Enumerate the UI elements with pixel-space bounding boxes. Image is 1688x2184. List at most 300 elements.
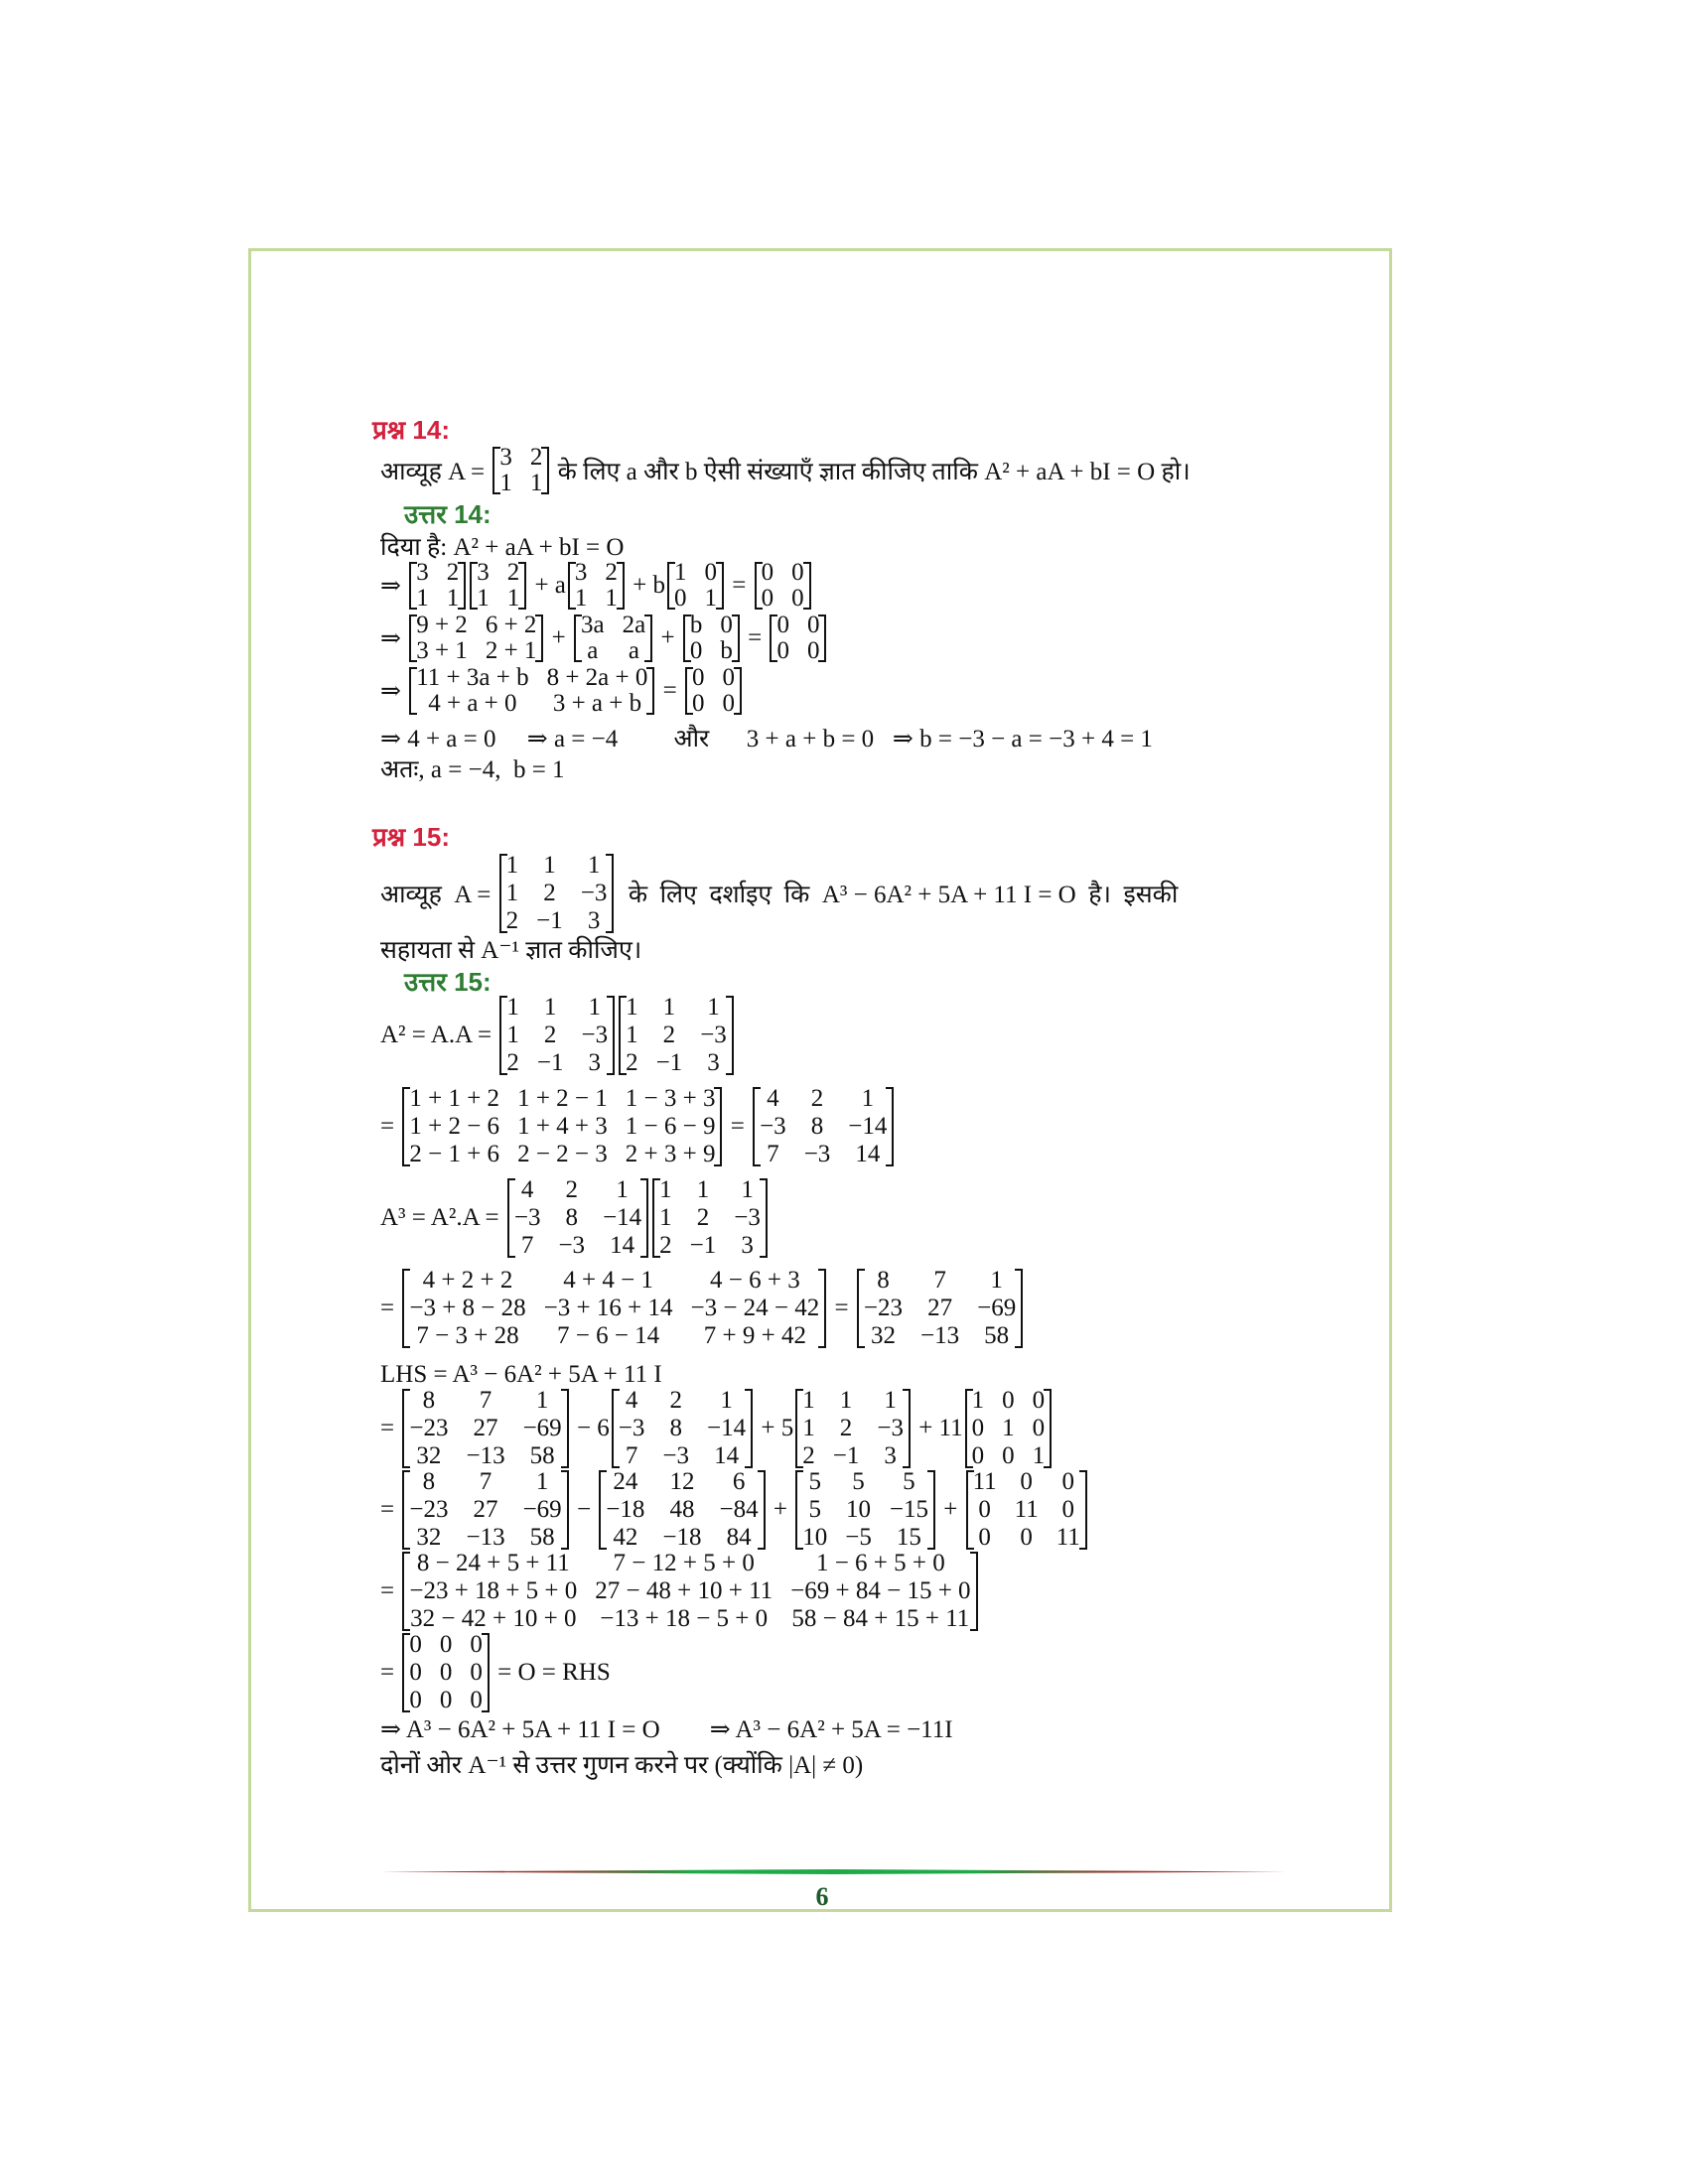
matrix-cell: 1 [505, 880, 519, 906]
matrix-cell: 0 [722, 690, 735, 717]
matrix-cell: −69 [522, 1496, 562, 1523]
matrix-cell: 9 + 2 [416, 612, 468, 638]
matrix-cell: 3 [574, 559, 588, 586]
matrix-cell: 3 [707, 1049, 720, 1076]
matrix-cell: −3 [662, 1442, 690, 1469]
math-text: + [654, 624, 681, 651]
matrix [402, 1387, 568, 1470]
matrix-cell: 1 [529, 470, 543, 496]
matrix-cell: 27 [927, 1295, 953, 1321]
matrix-cell: 0 [1002, 1442, 1015, 1469]
matrix-cell: −3 [803, 1141, 831, 1167]
matrix-cell: 0 [1032, 1387, 1046, 1414]
matrix-cell: 32 [870, 1322, 896, 1349]
math-text: + [767, 1496, 794, 1523]
matrix-cell: 2 [626, 1049, 638, 1076]
matrix-cell: 0 [776, 637, 789, 664]
matrix-cell: 58 − 84 + 15 + 11 [791, 1605, 970, 1632]
matrix [574, 613, 652, 664]
matrix-cell: 42 [613, 1524, 638, 1551]
matrix [499, 994, 615, 1077]
math-text: ⇒ 4 + a = 0 ⇒ a = −4 और 3 + a + b = 0 ⇒ b = −3 − a = −3 + 4 = 1 [380, 726, 1153, 752]
matrix-cell: 3 + a + b [552, 690, 642, 717]
math-text: = [380, 1659, 401, 1686]
matrix-cell: 2 [839, 1415, 853, 1441]
matrix-cell: 7 − 3 + 28 [416, 1322, 519, 1349]
matrix-cell: −13 + 18 − 5 + 0 [600, 1605, 769, 1632]
matrix-cell: 0 [791, 585, 804, 612]
matrix [409, 613, 543, 664]
matrix-cell: 1 [659, 1204, 672, 1231]
matrix-cell: 0 [1032, 1415, 1046, 1441]
matrix [795, 1387, 911, 1470]
matrix-cell: 1 [884, 1387, 897, 1414]
matrix-cell: −3 + 8 − 28 [409, 1295, 526, 1321]
matrix-cell: 1 [1002, 1415, 1015, 1441]
matrix-cell: 10 [802, 1524, 828, 1551]
matrix-cell: 14 [610, 1232, 635, 1259]
matrix-cell: 2 [810, 1085, 824, 1112]
matrix-cell: 1 [696, 1176, 710, 1203]
matrix-cell: −18 [606, 1496, 645, 1523]
math-text: ⇒ [380, 573, 408, 600]
matrix-cell: −69 [522, 1415, 562, 1441]
matrix-cell: 4 [520, 1176, 534, 1203]
matrix-cell: 1 [1032, 1442, 1046, 1469]
matrix-cell: −3 [760, 1113, 786, 1140]
matrix-cell: 4 + 4 − 1 [563, 1267, 653, 1294]
matrix-cell: 2 [565, 1176, 578, 1203]
matrix-cell: −3 [877, 1415, 904, 1441]
math-text: = [380, 1415, 401, 1441]
matrix-cell: a [628, 637, 639, 664]
matrix-cell: −1 [536, 1049, 564, 1076]
matrix-cell: 0 [704, 559, 718, 586]
matrix-cell: 0 [691, 690, 705, 717]
matrix-cell: 3 [741, 1232, 754, 1259]
math-text: के लिए दर्शाइए कि A³ − 6A² + 5A + 11 I = O है। इसकी [616, 882, 1179, 908]
matrix-cell: 0 [761, 585, 774, 612]
solution-line [380, 1361, 662, 1389]
matrix-cell: −18 [662, 1524, 702, 1551]
math-text: सहायता से A⁻¹ ज्ञात कीजिए। [380, 937, 642, 964]
matrix-cell: a [587, 637, 599, 664]
matrix-cell: 11 + 3a + b [416, 664, 529, 691]
matrix-cell: −3 − 24 − 42 [690, 1295, 820, 1321]
math-text: ⇒ A³ − 6A² + 5A + 11 I = O ⇒ A³ − 6A² + 5A = −11I [380, 1716, 953, 1743]
matrix-cell: −3 + 16 + 14 [543, 1295, 673, 1321]
matrix-cell: 3 [477, 559, 490, 586]
matrix-cell: 32 − 42 + 10 + 0 [410, 1605, 577, 1632]
matrix-cell: 1 + 1 + 2 [409, 1085, 500, 1112]
matrix-cell: 14 [714, 1442, 740, 1469]
matrix-cell: −13 [920, 1322, 960, 1349]
matrix [402, 1468, 568, 1552]
math-text: = [380, 1577, 401, 1604]
matrix-cell: 0 [978, 1496, 991, 1523]
matrix-cell: 1 [720, 1387, 733, 1414]
matrix-cell: 1 [446, 585, 460, 612]
matrix-cell: 0 [971, 1415, 985, 1441]
math-text: आव्यूह A = [380, 882, 497, 908]
matrix-cell: 1 [588, 994, 602, 1021]
matrix [619, 994, 734, 1077]
matrix-cell: 1 [616, 1176, 629, 1203]
matrix-cell: 0 [1020, 1524, 1033, 1551]
matrix [402, 1550, 977, 1633]
matrix-cell: 84 [726, 1524, 752, 1551]
matrix-cell: 1 [506, 994, 519, 1021]
matrix-cell: 8 [877, 1267, 890, 1294]
matrix-cell: 1 + 4 + 3 [517, 1113, 608, 1140]
matrix [667, 560, 724, 612]
matrix-cell: 4 [625, 1387, 638, 1414]
matrix-cell: 2 − 2 − 3 [517, 1141, 608, 1167]
matrix-cell: 0 [689, 637, 703, 664]
matrix-cell: 1 [543, 994, 557, 1021]
matrix-cell: 1 [506, 585, 520, 612]
question-14-heading [372, 411, 450, 447]
matrix-cell: 1 [990, 1267, 1003, 1294]
solution-line [380, 1631, 611, 1714]
matrix-cell: 0 [470, 1631, 483, 1658]
matrix-cell: 2 [543, 880, 556, 906]
matrix [402, 1631, 490, 1714]
matrix-cell: 7 [625, 1442, 638, 1469]
matrix-cell: 0 [409, 1631, 422, 1658]
matrix [612, 1387, 753, 1470]
matrix-cell: 0 [720, 612, 733, 638]
math-text: = [380, 1113, 401, 1140]
matrix-cell: −13 [466, 1524, 505, 1551]
math-text: = [726, 572, 753, 599]
matrix-cell: 2 [506, 559, 520, 586]
matrix-cell: 1 [707, 994, 720, 1021]
math-text: + 5 [755, 1415, 794, 1441]
matrix [492, 445, 549, 496]
matrix-cell: 7 [479, 1468, 492, 1495]
matrix [795, 1468, 935, 1552]
matrix-cell: 1 [674, 559, 687, 586]
matrix-cell: 2 [659, 1232, 672, 1259]
matrix-cell: 1 − 6 + 5 + 0 [815, 1550, 945, 1576]
matrix-cell: 27 [473, 1415, 498, 1441]
matrix [755, 560, 811, 612]
matrix-cell: 24 [613, 1468, 638, 1495]
matrix [409, 665, 654, 717]
matrix-cell: 58 [529, 1442, 555, 1469]
matrix-cell: −23 [409, 1415, 449, 1441]
matrix-cell: 3 [884, 1442, 897, 1469]
matrix-cell: 0 [978, 1524, 991, 1551]
matrix [857, 1267, 1023, 1350]
matrix-cell: 2 [696, 1204, 710, 1231]
matrix [507, 1176, 648, 1260]
matrix-cell: 7 [520, 1232, 534, 1259]
matrix-cell: 6 [732, 1468, 746, 1495]
matrix-cell: 11 [1014, 1496, 1039, 1523]
math-text: = [656, 677, 683, 704]
matrix-cell: 58 [529, 1524, 555, 1551]
matrix-cell: −3 [513, 1204, 541, 1231]
question-15-text [380, 852, 1178, 935]
math-text: = O = RHS [491, 1659, 611, 1686]
matrix-cell: 3a [581, 612, 605, 638]
math-text: A² = A.A = [380, 1022, 498, 1048]
matrix-cell: 2 [802, 1442, 815, 1469]
matrix-cell: 7 + 9 + 42 [703, 1322, 806, 1349]
math-text: = [380, 1496, 401, 1523]
math-text: दिया है: A² + aA + bI = O [380, 534, 625, 561]
page-number: 6 [815, 1882, 829, 1911]
matrix-cell: 1 [574, 585, 588, 612]
math-text: अतः, a = −4, b = 1 [380, 756, 565, 783]
matrix-cell: 6 + 2 [485, 612, 537, 638]
matrix-cell: 0 [806, 637, 820, 664]
matrix-cell: −3 [580, 880, 608, 906]
matrix-cell: 5 [852, 1468, 865, 1495]
matrix-cell: 8 [810, 1113, 824, 1140]
solution-line [380, 665, 744, 717]
matrix-cell: 32 [416, 1442, 442, 1469]
matrix-cell: −13 [466, 1442, 505, 1469]
matrix-cell: −1 [832, 1442, 860, 1469]
math-text: + a [528, 572, 566, 599]
question-15-text-cont [380, 932, 641, 966]
question-15-heading [372, 818, 450, 854]
matrix-cell: 10 [846, 1496, 872, 1523]
matrix-cell: 32 [416, 1524, 442, 1551]
matrix [568, 560, 625, 612]
matrix-cell: 1 [802, 1415, 815, 1441]
matrix-cell: 7 [933, 1267, 946, 1294]
matrix-cell: 0 [971, 1442, 985, 1469]
math-text: आव्यूह A = [380, 459, 492, 485]
matrix-cell: 0 [439, 1687, 453, 1713]
matrix-cell: 1 + 2 − 1 [517, 1085, 608, 1112]
matrix-cell: 1 [587, 852, 601, 879]
matrix-cell: −23 [409, 1496, 449, 1523]
question-14-text [380, 445, 1191, 496]
matrix-cell: 0 [761, 559, 774, 586]
matrix-cell: 0 [409, 1687, 422, 1713]
solution-line [380, 529, 624, 563]
matrix-cell: 8 [422, 1468, 436, 1495]
matrix-cell: 0 [470, 1687, 483, 1713]
matrix-cell: 1 [741, 1176, 754, 1203]
matrix-cell: −5 [845, 1524, 872, 1551]
matrix-cell: −3 [618, 1415, 645, 1441]
matrix [770, 613, 826, 664]
matrix-cell: −3 [581, 1022, 609, 1048]
matrix-cell: 8 [422, 1387, 436, 1414]
matrix-cell: −1 [536, 907, 563, 934]
matrix-cell: 0 [722, 664, 735, 691]
matrix-cell: 4 + a + 0 [428, 690, 517, 717]
math-text: उत्तर 15: [404, 967, 492, 997]
solution-line [380, 1176, 770, 1260]
matrix-cell: 58 [984, 1322, 1010, 1349]
matrix-cell: 1 [506, 1022, 519, 1048]
matrix-cell: 0 [806, 612, 820, 638]
matrix-cell: 1 − 6 − 9 [625, 1113, 716, 1140]
matrix-cell: 2 [529, 444, 543, 471]
matrix [966, 1468, 1087, 1552]
matrix-cell: 0 [674, 585, 687, 612]
matrix-cell: 4 [767, 1085, 779, 1112]
math-text: ⇒ [380, 678, 408, 705]
matrix-cell: 3 + 1 [416, 637, 468, 664]
solution-line [380, 721, 1153, 754]
math-text: + 11 [912, 1415, 963, 1441]
matrix-cell: 0 [1002, 1387, 1015, 1414]
matrix-cell: 3 [499, 444, 512, 471]
matrix-cell: −3 [700, 1022, 727, 1048]
matrix-cell: 2 [446, 559, 460, 586]
matrix-cell: 2 [506, 1049, 519, 1076]
math-text: दोनों ओर A⁻¹ से उत्तर गुणन करने पर (क्योंकि |A| ≠ 0) [380, 1752, 864, 1779]
matrix-cell: 15 [896, 1524, 921, 1551]
matrix-cell: 1 [839, 1387, 853, 1414]
matrix [470, 560, 526, 612]
math-text: + b [626, 572, 666, 599]
solution-line [380, 994, 736, 1077]
matrix-cell: 1 [861, 1085, 875, 1112]
matrix-cell: 1 [605, 585, 618, 612]
matrix-cell: −14 [848, 1113, 888, 1140]
math-text: के लिए a और b ऐसी संख्याएँ ज्ञात कीजिए ताकि A² + aA + bI = O हो। [551, 459, 1191, 485]
matrix [409, 560, 466, 612]
matrix-cell: 3 [588, 1049, 602, 1076]
matrix-cell: 2a [622, 612, 646, 638]
math-text: = [741, 624, 769, 651]
solution-line [380, 1714, 953, 1744]
matrix-cell: 1 [626, 994, 638, 1021]
matrix-cell: 8 [565, 1204, 578, 1231]
matrix-cell: 1 [499, 470, 512, 496]
matrix-cell: 2 [662, 1022, 676, 1048]
matrix-cell: −23 + 18 + 5 + 0 [409, 1577, 578, 1604]
matrix-cell: 0 [1061, 1496, 1074, 1523]
solution-line [380, 613, 828, 664]
solution-line [380, 1085, 896, 1168]
math-text: − 6 [570, 1415, 610, 1441]
math-text: = [380, 1295, 401, 1321]
math-text: ⇒ [380, 625, 408, 652]
answer-14-heading [404, 495, 492, 531]
matrix-cell: 1 [477, 585, 490, 612]
matrix-cell: 0 [439, 1659, 453, 1686]
math-text: + [545, 624, 573, 651]
matrix-cell: 0 [439, 1631, 453, 1658]
matrix-cell: 1 [416, 585, 429, 612]
math-text: + [936, 1496, 964, 1523]
matrix [685, 665, 742, 717]
solution-line [380, 1468, 1089, 1552]
matrix-cell: 0 [1020, 1468, 1033, 1495]
matrix-cell: −1 [655, 1049, 683, 1076]
matrix [402, 1085, 722, 1168]
matrix-cell: 8 + 2a + 0 [546, 664, 648, 691]
matrix [683, 613, 740, 664]
matrix-cell: 1 [505, 852, 519, 879]
matrix-cell: −14 [603, 1204, 642, 1231]
matrix-cell: 1 − 3 + 3 [625, 1085, 716, 1112]
matrix-cell: 2 [605, 559, 618, 586]
matrix-cell: 0 [776, 612, 789, 638]
matrix [965, 1387, 1053, 1470]
matrix-cell: 2 [669, 1387, 682, 1414]
matrix [652, 1176, 768, 1260]
matrix-cell: 3 [587, 907, 601, 934]
matrix-cell: 11 [1055, 1524, 1080, 1551]
matrix-cell: −69 [977, 1295, 1017, 1321]
matrix-cell: 11 [972, 1468, 997, 1495]
matrix-cell: −3 [558, 1232, 586, 1259]
matrix-cell: 1 [535, 1468, 549, 1495]
matrix [599, 1468, 765, 1552]
solution-conclusion [380, 751, 565, 785]
matrix-cell: −3 [734, 1204, 761, 1231]
matrix-cell: 14 [855, 1141, 881, 1167]
matrix-cell: 2 + 3 + 9 [625, 1141, 716, 1167]
matrix-cell: −14 [707, 1415, 747, 1441]
matrix-cell: 8 [669, 1415, 682, 1441]
matrix-cell: 27 − 48 + 10 + 11 [595, 1577, 774, 1604]
matrix-cell: 1 [659, 1176, 672, 1203]
matrix-cell: −15 [889, 1496, 928, 1523]
matrix-cell: 4 − 6 + 3 [710, 1267, 800, 1294]
matrix-cell: 2 [505, 907, 519, 934]
matrix-cell: 1 [626, 1022, 638, 1048]
matrix [402, 1267, 826, 1350]
math-text: LHS = A³ − 6A² + 5A + 11 I [380, 1361, 662, 1388]
math-text: प्रश्न 14: [372, 415, 450, 445]
math-text: प्रश्न 15: [372, 822, 450, 852]
matrix-cell: 1 [662, 994, 676, 1021]
matrix-cell: 5 [808, 1468, 821, 1495]
matrix-cell: −84 [719, 1496, 759, 1523]
math-text: = [724, 1113, 752, 1140]
math-text: A³ = A².A = [380, 1204, 505, 1231]
matrix-cell: 0 [791, 559, 804, 586]
matrix-cell: 1 [802, 1387, 815, 1414]
matrix-cell: −69 + 84 − 15 + 0 [790, 1577, 971, 1604]
solution-line [380, 560, 813, 612]
matrix-cell: 0 [470, 1659, 483, 1686]
matrix-cell: 5 [903, 1468, 915, 1495]
matrix-cell: b [720, 637, 733, 664]
matrix-cell: 1 [971, 1387, 985, 1414]
matrix-cell: −23 [863, 1295, 904, 1321]
matrix-cell: 8 − 24 + 5 + 11 [416, 1550, 570, 1576]
matrix-cell: 4 + 2 + 2 [422, 1267, 513, 1294]
matrix-cell: 2 [543, 1022, 557, 1048]
solution-line [380, 1747, 863, 1781]
matrix [753, 1085, 894, 1168]
matrix-cell: 7 [767, 1141, 779, 1167]
matrix-cell: 0 [691, 664, 705, 691]
matrix-cell: 0 [1061, 1468, 1074, 1495]
solution-line [380, 1550, 980, 1633]
matrix-cell: 0 [409, 1659, 422, 1686]
math-text: उत्तर 14: [404, 499, 492, 529]
matrix-cell: 1 [704, 585, 718, 612]
matrix-cell: −1 [689, 1232, 717, 1259]
matrix-cell: 1 [543, 852, 556, 879]
matrix-cell: 2 − 1 + 6 [409, 1141, 500, 1167]
math-text: − [570, 1496, 598, 1523]
